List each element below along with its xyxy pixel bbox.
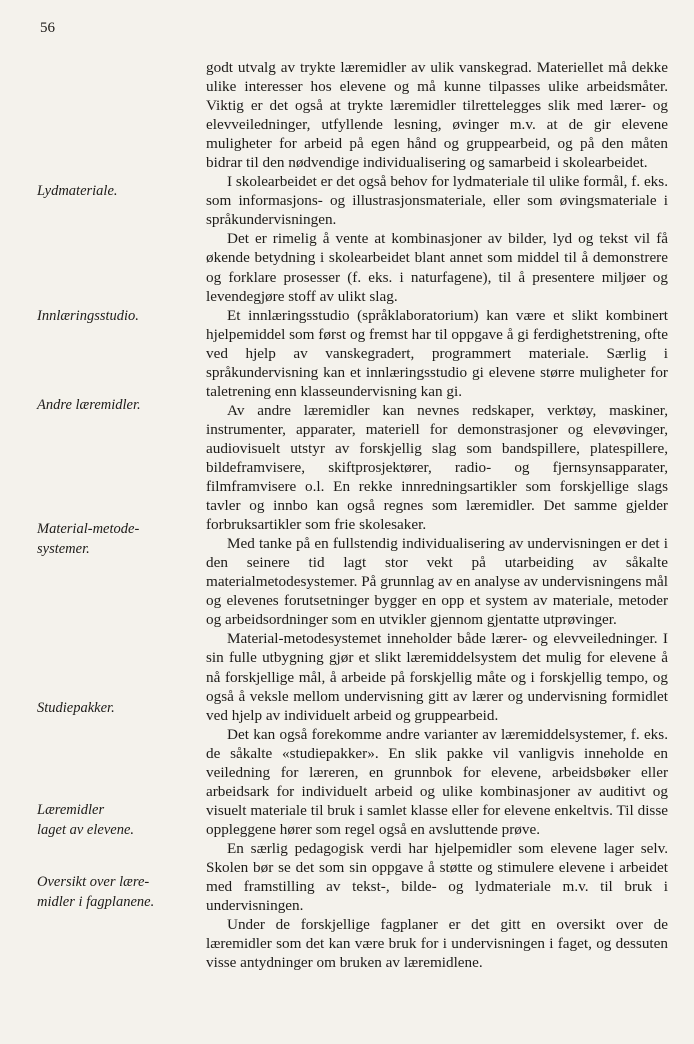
paragraph: Et innlæringsstudio (språklaboratorium) kan være et slikt kombinert hjelpemiddel som først og fremst har til oppgave å gi ferdighetstrening, ofte ved hjelp av vanskegradert, programmert materiale. Særlig i språkundervisning kan et innlæringsstudio gi elevene større muligheter for taletrening enn klasseundervisning kan gi. xyxy=(206,306,668,400)
margin-note-line: Studiepakker. xyxy=(37,700,115,716)
margin-note-laeremidler-laget-av-elevene xyxy=(37,800,187,840)
body-text xyxy=(206,58,668,972)
page-number: 56 xyxy=(40,20,55,36)
margin-note-line: Lydmateriale. xyxy=(37,183,118,199)
margin-note-line: midler i fagplanene. xyxy=(37,894,155,910)
margin-note-material-metodesystemer xyxy=(37,519,187,559)
paragraph: godt utvalg av trykte læremidler av ulik vanskegrad. Materiellet må dekke ulike interesser hos elevene og må kunne tilpasses ulike arbeidsmåter. Viktig er det også at trykte læremidler tilrettelegges slik med lærer- og elevveiledninger, utfyllende lesning, øvinger m.v. at de gir elevene muligheter for arbeid på egen hånd og gruppearbeid, og på den måten bidrar til den nødvendige individualisering og samarbeid i skolearbeidet. xyxy=(206,59,668,172)
paragraph: Av andre læremidler kan nevnes redskaper, verktøy, maskiner, instrumenter, apparater, materiell for demonstrasjoner og elevøvinger, audiovisuelt utstyr av forskjellig slag som bandspillere, platespillere, bildeframvisere, skiftprosjektører, radio- og fjernsynsapparater, filmframvisere o.l. En rekke innredningsartikler som forskjellige slags tavler og innbo kan også regnes som læremidler. Det samme gjelder forbruksartikler som frie skolesaker. xyxy=(206,401,668,534)
margin-note-andre-laeremidler xyxy=(37,395,187,415)
paragraph: Det kan også forekomme andre varianter av læremiddelsystemer, f. eks. de såkalte «studiepakker». En slik pakke vil vanligvis inneholde en veiledning for læreren, en grunnbok for elevene, arbeidsbøker eller arbeidsark for individuelt arbeid og ulike kombinasjoner av auditivt og visuelt materiale til bruk i samlet klasse eller for elevene enkeltvis. Til disse oppleggene hører som regel også en avsluttende prøve. xyxy=(206,725,668,838)
paragraph: Med tanke på en fullstendig individualisering av undervisningen er det i den seinere tid lagt stor vekt på utarbeiding av såkalte materialmetodesystemer. På grunnlag av en analyse av undervisningens mål og elevenes forutsetninger bygger en opp et system av materiale, metoder og arbeidsordninger som en utvikler gjennom gjentatte utprøvinger. xyxy=(206,535,668,629)
margin-note-oversikt xyxy=(37,872,187,912)
paragraph: En særlig pedagogisk verdi har hjelpemidler som elevene lager selv. Skolen bør se det som sin oppgave å støtte og stimulere elevene i arbeidet med framstilling av tekst-, bilde- og lydmateriale m.v. til bruk i undervisningen. xyxy=(206,839,668,915)
paragraph: Material-metodesystemet inneholder både lærer- og elevveiledninger. I sin fulle utbygning gjør et slikt læremiddelsystem det mulig for elevene å nå forskjellige mål, å arbeide på forskjellig måte og i forskjellig tempo, og også å veksle mellom undervisning gitt av lærer og undervisning formidlet ved hjelp av individuelt arbeid og gruppearbeid. xyxy=(206,630,668,724)
margin-note-line: Innlæringsstudio. xyxy=(37,308,139,324)
margin-note-line: Oversikt over lære- xyxy=(37,874,150,890)
paragraph: Under de forskjellige fagplaner er det gitt en oversikt over de læremidler som det kan være bruk for i undervisningen i faget, og dessuten visse antydninger om bruken av læremidlene. xyxy=(206,916,668,972)
margin-note-line: systemer. xyxy=(37,541,90,557)
margin-note-line: Andre læremidler. xyxy=(37,397,141,413)
paragraph: I skolearbeidet er det også behov for lydmateriale til ulike formål, f. eks. som informasjons- og illustrasjonsmateriale, eller som øvingsmateriale i språkundervisningen. xyxy=(206,173,668,229)
margin-note-studiepakker xyxy=(37,698,187,718)
margin-note-line: Material-metode- xyxy=(37,521,140,537)
margin-note-innlaeringsstudio xyxy=(37,306,187,326)
margin-note-line: Læremidler xyxy=(37,802,105,818)
paragraph: Det er rimelig å vente at kombinasjoner av bilder, lyd og tekst vil få økende betydning i skolearbeidet blant annet som middel til å demonstrere og forklare prosesser (f. eks. i naturfagene), til å presentere miljøer og levendegjøre stoff av ulikt slag. xyxy=(206,230,668,305)
margin-note-lydmateriale xyxy=(37,181,187,201)
margin-note-line: laget av elevene. xyxy=(37,822,135,838)
